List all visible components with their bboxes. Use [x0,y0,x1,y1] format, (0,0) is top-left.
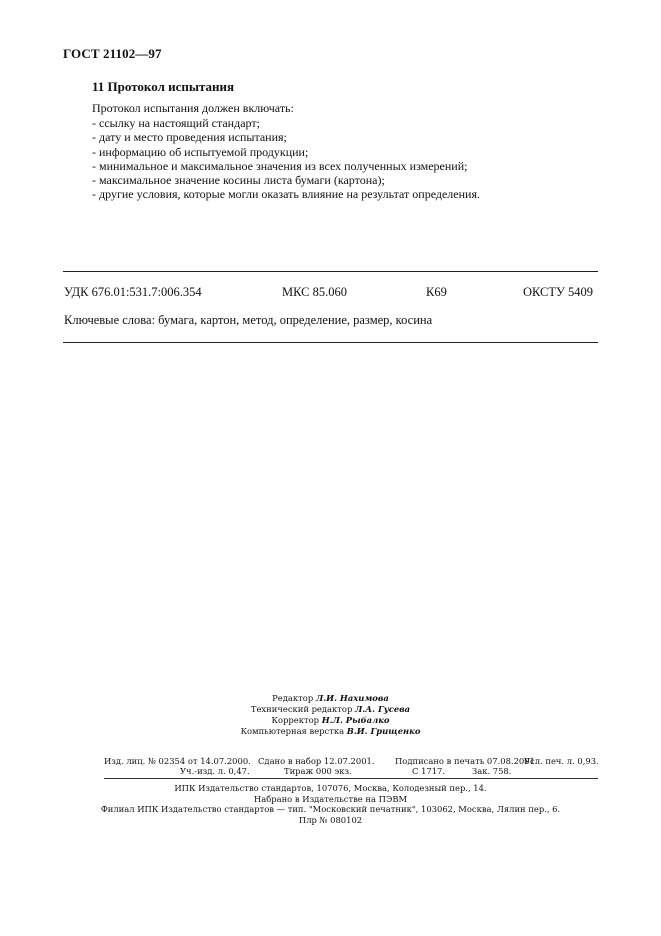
list-item: - дату и место проведения испытания; [92,130,287,145]
print-sheets: Усл. печ. л. 0,93. [524,756,599,766]
c-number: С 1717. [412,766,446,776]
layout-line [0,726,661,736]
layout-label: Компьютерная верстка [240,726,345,736]
list-item: - ссылку на настоящий стандарт; [92,116,260,130]
section-title: 11 Протокол испытания [92,79,235,94]
order-number: Зак. 758. [472,766,512,776]
k-code: К69 [426,285,447,299]
keywords: Ключевые слова: бумага, картон, метод, определение, размер, косина [64,313,433,327]
udk-code: УДК 676.01:531.7:006.354 [64,285,202,299]
publisher-line-3: Филиал ИПК Издательство стандартов — тип. "Московский печатник", 103062, Москва, Лялин пер., 6. [100,804,561,814]
license-number: Изд. лиц. № 02354 от 14.07.2000. [104,756,251,766]
sent-to-typesetting: Сдано в набор 12.07.2001. [258,756,375,766]
layout-name: В.И. Грищенко [346,726,421,736]
tech-editor-line [0,704,661,714]
corrector-line [0,715,661,725]
tech-editor-label: Технический редактор [250,704,353,714]
imprint-divider [104,778,598,779]
signed-for-print: Подписано в печать 07.08.2001. [395,756,538,766]
list-item: - другие условия, которые могли оказать влияние на результат определения. [92,187,480,202]
list-item: - максимальное значение косины листа бумаги (картона); [92,173,385,188]
document-code: ГОСТ 21102—97 [63,46,162,61]
mks-code: МКС 85.060 [282,285,347,299]
plr-number: Плр № 080102 [298,815,363,825]
top-divider [63,271,598,272]
tech-editor-name: Л.А. Гусева [354,704,411,714]
list-item: - минимальное и максимальное значения из всех полученных измерений; [92,158,468,173]
editor-name: Л.И. Нахимова [315,693,389,703]
editor-line [0,693,661,703]
list-item: - информацию об испытуемой продукции; [92,144,309,159]
okstu-code: ОКСТУ 5409 [523,285,594,299]
bottom-divider [63,342,598,343]
section-intro: Протокол испытания должен включать: [92,101,294,115]
corrector-label: Корректор [271,715,320,725]
publisher-line-1: ИПК Издательство стандартов, 107076, Москва, Колодезный пер., 14. [174,783,487,793]
editor-label: Редактор [272,693,314,703]
publisher-line-2: Набрано в Издательстве на ПЭВМ [253,794,408,804]
circulation: Тираж 000 экз. [284,766,352,776]
requirements-list [92,116,480,202]
corrector-name: Н.Л. Рыбалко [321,715,390,725]
edu-sheets: Уч.-изд. л. 0,47. [180,766,250,776]
